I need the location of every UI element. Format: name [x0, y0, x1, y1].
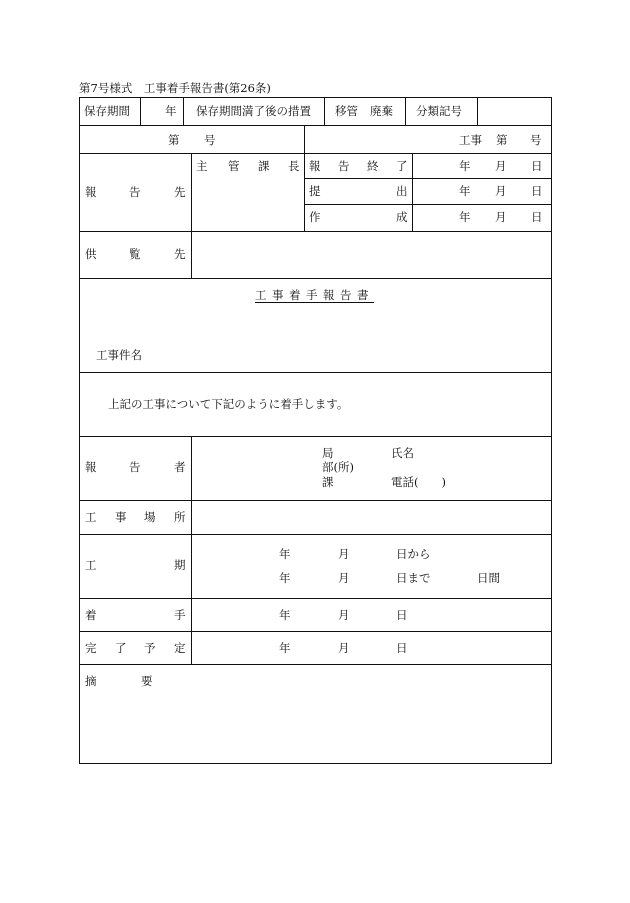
rule: [405, 97, 406, 125]
create-char-1: 作: [309, 210, 321, 224]
location-char-1: 工: [85, 510, 97, 524]
chief-char-2: 管: [228, 159, 240, 173]
rule: [79, 436, 552, 437]
period-from-day: 日から: [396, 547, 431, 561]
completion-char-2: 了: [115, 641, 127, 655]
reporter-char-2: 告: [129, 460, 141, 474]
statement-text: 上記の工事について下記のように着手します。: [108, 397, 349, 411]
koji-go: 号: [530, 133, 542, 147]
circulate-char-3: 先: [174, 247, 186, 261]
summary-char-2: 要: [141, 674, 153, 688]
period-to-month: 月: [338, 571, 350, 585]
create-month: 月: [495, 210, 507, 224]
rule: [79, 631, 552, 632]
report-end-char-1: 報: [309, 159, 321, 173]
reporter-ka: 課: [322, 475, 334, 489]
rule: [191, 153, 192, 278]
period-to-day: 日まで: [396, 571, 431, 585]
report-end-month: 月: [495, 159, 507, 173]
rule: [324, 97, 325, 125]
period-days-label: 日間: [477, 571, 500, 585]
reporter-kyoku: 局: [322, 446, 334, 460]
period-char-1: 工: [85, 558, 97, 572]
report-end-char-2: 告: [338, 159, 350, 173]
rule: [304, 125, 305, 231]
location-char-3: 場: [144, 510, 156, 524]
submit-month: 月: [495, 184, 507, 198]
rule: [183, 97, 184, 125]
rule: [79, 372, 552, 373]
reporter-char-1: 報: [85, 460, 97, 474]
submit-year: 年: [459, 184, 471, 198]
start-char-1: 着: [85, 608, 97, 622]
report-title: 工事着手報告書: [255, 288, 374, 302]
project-name-label: 工事件名: [96, 348, 142, 362]
report-end-char-3: 終: [367, 159, 379, 173]
create-char-2: 成: [396, 210, 408, 224]
report-to-char-3: 先: [174, 185, 186, 199]
report-to-char-2: 告: [129, 185, 141, 199]
completion-char-3: 予: [144, 641, 156, 655]
chief-char-4: 長: [288, 159, 300, 173]
rule: [79, 231, 552, 232]
submit-day: 日: [531, 184, 543, 198]
rule: [477, 97, 478, 125]
koji-dai: 第: [496, 133, 508, 147]
rule: [191, 436, 192, 664]
period-from-month: 月: [338, 547, 350, 561]
report-end-year: 年: [459, 159, 471, 173]
retention-after-label: 保存期間満了後の措置: [196, 104, 311, 118]
submit-char-2: 出: [396, 184, 408, 198]
completion-char-4: 定: [174, 641, 186, 655]
report-end-char-4: 了: [396, 159, 408, 173]
create-year: 年: [459, 210, 471, 224]
rule: [79, 125, 552, 126]
transfer-option: 移管: [335, 104, 358, 118]
completion-year: 年: [279, 641, 291, 655]
reporter-name-label: 氏名: [391, 446, 414, 460]
report-end-day: 日: [531, 159, 543, 173]
start-day: 日: [396, 608, 408, 622]
summary-char-1: 摘: [85, 674, 97, 688]
retention-period-label: 保存期間: [84, 104, 130, 118]
start-char-2: 手: [174, 608, 186, 622]
reporter-bu: 部(所): [322, 460, 354, 474]
completion-char-1: 完: [85, 641, 97, 655]
koji-label: 工事: [459, 133, 482, 147]
period-char-2: 期: [174, 558, 186, 572]
rule: [412, 153, 413, 231]
create-day: 日: [531, 210, 543, 224]
reporter-phone-label: 電話( ): [391, 475, 446, 489]
rule: [79, 153, 552, 154]
rule: [304, 178, 552, 179]
chief-char-1: 主: [196, 159, 208, 173]
circulate-char-1: 供: [85, 247, 97, 261]
submit-char-1: 提: [309, 184, 321, 198]
report-to-char-1: 報: [85, 185, 97, 199]
class-code-label: 分類記号: [416, 104, 462, 118]
number-dai: 第: [168, 133, 180, 147]
reporter-char-3: 者: [174, 460, 186, 474]
rule: [140, 97, 141, 125]
location-char-2: 事: [115, 510, 127, 524]
period-from-year: 年: [279, 547, 291, 561]
location-char-4: 所: [174, 510, 186, 524]
completion-day: 日: [396, 641, 408, 655]
start-year: 年: [279, 608, 291, 622]
rule: [79, 534, 552, 535]
dispose-option: 廃棄: [370, 104, 393, 118]
rule: [79, 598, 552, 599]
rule: [79, 664, 552, 665]
period-to-year: 年: [279, 571, 291, 585]
completion-month: 月: [338, 641, 350, 655]
rule: [79, 278, 552, 279]
chief-char-3: 課: [258, 159, 270, 173]
form-header-title: 第7号様式 工事着手報告書(第26条): [79, 81, 271, 95]
rule: [304, 204, 552, 205]
retention-year-label: 年: [165, 104, 177, 118]
circulate-char-2: 覧: [129, 247, 141, 261]
number-go: 号: [204, 133, 216, 147]
start-month: 月: [338, 608, 350, 622]
rule: [79, 500, 552, 501]
